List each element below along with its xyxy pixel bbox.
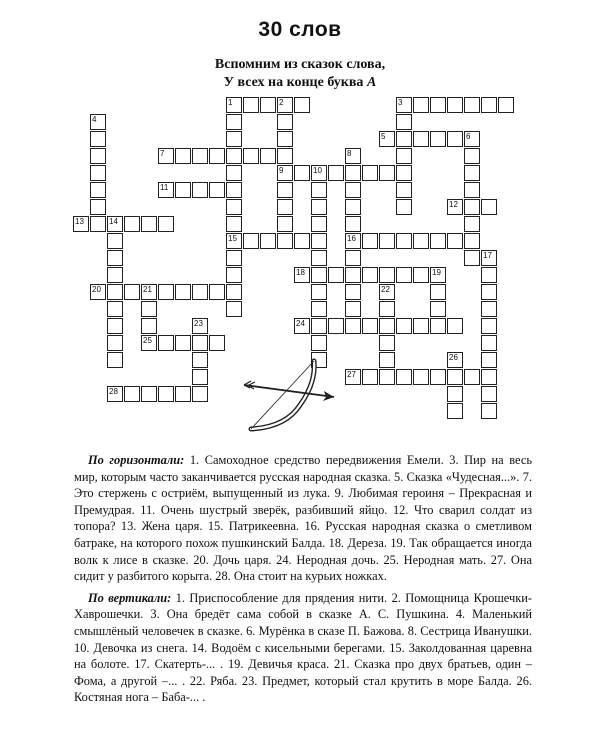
crossword-cell[interactable]	[396, 369, 412, 385]
crossword-cell[interactable]	[226, 284, 242, 300]
crossword-cell[interactable]	[209, 148, 225, 164]
clues-down	[74, 590, 532, 706]
crossword-cell[interactable]	[192, 335, 208, 351]
crossword-cell[interactable]	[158, 216, 174, 232]
crossword-cell[interactable]	[362, 267, 378, 283]
crossword-cell[interactable]	[107, 318, 123, 334]
clues-section	[74, 452, 532, 706]
crossword-cell[interactable]	[481, 301, 497, 317]
crossword-cell[interactable]	[413, 131, 429, 147]
crossword-cell[interactable]	[175, 148, 191, 164]
crossword-cell[interactable]	[90, 148, 106, 164]
clue-number-5: 5	[381, 132, 386, 141]
crossword-cell[interactable]	[430, 233, 446, 249]
subtitle-line-2-letter: А	[366, 75, 377, 90]
crossword-cell[interactable]	[447, 131, 463, 147]
crossword-cell[interactable]	[345, 199, 361, 215]
clue-number-20: 20	[92, 285, 101, 294]
crossword-cell[interactable]	[430, 369, 446, 385]
crossword-cell[interactable]	[430, 318, 446, 334]
crossword-cell[interactable]	[277, 182, 293, 198]
crossword-cell[interactable]	[379, 369, 395, 385]
crossword-cell[interactable]	[107, 335, 123, 351]
crossword-cell[interactable]	[192, 352, 208, 368]
bow-and-arrow-icon	[238, 355, 338, 437]
clue-number-16: 16	[347, 234, 356, 243]
crossword-cell[interactable]	[107, 267, 123, 283]
across-text: 1. Самоходное средство передвижения Емели. 3. Пир на весь мир, которым часто заканчивается русская народная сказка. 5. Сказка «Чудесная...». 7. Это стержень с остриём, выпущенный из лука. 9. Любимая героиня – Прекрасная и Премудрая. 11. Очень шустрый зверёк, разбивший яйцо. 12. Что сварил солдат из топора? 13. Жена царя. 15. Патрикеевна. 16. Русская народная сказка о сметливом батраке, на которого похож пушкинский Балда. 18. Дереза. 19. Так обращается иногда волк к лисе в сказке. 20. Дочь царя. 24. Неродная дочь. 25. Неродная мать. 27. Она сидит у разбитого корыта. 28. Она стоит на курьих ножках.	[74, 453, 532, 584]
crossword-cell[interactable]	[175, 386, 191, 402]
crossword-cell[interactable]	[345, 284, 361, 300]
crossword-cell[interactable]	[464, 97, 480, 113]
crossword-cell[interactable]	[175, 335, 191, 351]
down-heading: По вертикали:	[88, 590, 172, 605]
crossword-cell[interactable]	[311, 199, 327, 215]
clue-number-27: 27	[347, 370, 356, 379]
crossword-cell[interactable]	[141, 216, 157, 232]
crossword-cell[interactable]	[311, 250, 327, 266]
crossword-cell[interactable]	[90, 131, 106, 147]
crossword-cell[interactable]	[141, 318, 157, 334]
crossword-cell[interactable]	[294, 97, 310, 113]
crossword-cell[interactable]	[413, 233, 429, 249]
crossword-cell[interactable]	[328, 318, 344, 334]
crossword-cell[interactable]	[447, 386, 463, 402]
crossword-cell[interactable]	[447, 369, 463, 385]
crossword-cell[interactable]	[226, 131, 242, 147]
crossword-cell[interactable]	[345, 267, 361, 283]
crossword-cell[interactable]	[396, 165, 412, 181]
crossword-cell[interactable]	[481, 352, 497, 368]
crossword-cell[interactable]	[192, 148, 208, 164]
crossword-cell[interactable]	[277, 216, 293, 232]
crossword-cell[interactable]	[481, 199, 497, 215]
clue-number-10: 10	[313, 166, 322, 175]
clue-number-15: 15	[228, 234, 237, 243]
clue-number-2: 2	[279, 98, 284, 107]
crossword-cell[interactable]	[345, 165, 361, 181]
crossword-cell[interactable]	[226, 148, 242, 164]
crossword-cell[interactable]	[481, 97, 497, 113]
page-title: 30 слов	[258, 18, 342, 41]
crossword-cell[interactable]	[447, 318, 463, 334]
clue-number-24: 24	[296, 319, 305, 328]
clue-number-23: 23	[194, 319, 203, 328]
crossword-cell[interactable]	[328, 267, 344, 283]
crossword-cell[interactable]	[158, 335, 174, 351]
crossword-cell[interactable]	[192, 284, 208, 300]
crossword-cell[interactable]	[464, 182, 480, 198]
crossword-cell[interactable]	[396, 318, 412, 334]
crossword-cell[interactable]	[226, 199, 242, 215]
crossword-cell[interactable]	[226, 301, 242, 317]
crossword-cell[interactable]	[226, 182, 242, 198]
crossword-cell[interactable]	[430, 301, 446, 317]
clues-across	[74, 452, 532, 585]
crossword-cell[interactable]	[413, 267, 429, 283]
crossword-cell[interactable]	[226, 165, 242, 181]
clue-number-22: 22	[381, 285, 390, 294]
crossword-cell[interactable]	[464, 199, 480, 215]
crossword-cell[interactable]	[141, 301, 157, 317]
crossword-cell[interactable]	[107, 233, 123, 249]
crossword-cell[interactable]	[345, 216, 361, 232]
crossword-cell[interactable]	[481, 403, 497, 419]
crossword-cell[interactable]	[192, 182, 208, 198]
clue-number-7: 7	[160, 149, 165, 158]
crossword-cell[interactable]	[379, 352, 395, 368]
crossword-cell[interactable]	[396, 233, 412, 249]
clue-number-3: 3	[398, 98, 403, 107]
clue-number-8: 8	[347, 149, 352, 158]
crossword-cell[interactable]	[413, 369, 429, 385]
crossword-cell[interactable]	[260, 148, 276, 164]
crossword-cell[interactable]	[226, 267, 242, 283]
subtitle-line-1: Вспомним из сказок слова,	[214, 57, 386, 72]
crossword-cell[interactable]	[226, 114, 242, 130]
crossword-cell[interactable]	[362, 318, 378, 334]
crossword-cell[interactable]	[243, 233, 259, 249]
crossword-cell[interactable]	[430, 97, 446, 113]
crossword-cell[interactable]	[379, 335, 395, 351]
clue-number-11: 11	[160, 183, 169, 192]
crossword-cell[interactable]	[447, 233, 463, 249]
crossword-cell[interactable]	[243, 148, 259, 164]
crossword-cell[interactable]	[447, 97, 463, 113]
crossword-cell[interactable]	[277, 131, 293, 147]
clue-number-6: 6	[466, 132, 471, 141]
crossword-cell[interactable]	[379, 318, 395, 334]
down-text: 1. Приспособление для прядения нити. 2. Помощница Крошечки-Хаврошечки. 3. Она бредёт сама собой в сказке А. С. Пушкина. 4. Маленький смышлёный человечек в сказке. 6. Мурёнка в сказе П. Бажова. 8. Сестрица Иванушки. 10. Девочка из снега. 14. Водоём с кисельными берегами. 15. Заколдованная царевна на болоте. 17. Скатерть-... . 19. Девичья краса. 21. Сказка про двух братьев, один – Фома, а другой –... . 22. Ряба. 23. Предмет, который стал крутить в море Балда. 26. Костяная нога – Баба-... .	[74, 590, 533, 705]
crossword-cell[interactable]	[90, 216, 106, 232]
crossword-cell[interactable]	[209, 335, 225, 351]
crossword-cell[interactable]	[192, 386, 208, 402]
crossword-cell[interactable]	[311, 216, 327, 232]
crossword-cell[interactable]	[413, 318, 429, 334]
crossword-cell[interactable]	[430, 284, 446, 300]
crossword-cell[interactable]	[481, 284, 497, 300]
crossword-cell[interactable]	[498, 97, 514, 113]
clue-number-18: 18	[296, 268, 305, 277]
crossword-cell[interactable]	[396, 267, 412, 283]
crossword-cell[interactable]	[464, 216, 480, 232]
crossword-cell[interactable]	[209, 182, 225, 198]
crossword-cell[interactable]	[124, 216, 140, 232]
crossword-cell[interactable]	[90, 199, 106, 215]
crossword-cell[interactable]	[107, 284, 123, 300]
crossword-cell[interactable]	[379, 267, 395, 283]
crossword-cell[interactable]	[396, 148, 412, 164]
crossword-cell[interactable]	[277, 199, 293, 215]
crossword-cell[interactable]	[107, 352, 123, 368]
clue-number-1: 1	[228, 98, 233, 107]
crossword-cell[interactable]	[345, 250, 361, 266]
crossword-cell[interactable]	[311, 335, 327, 351]
crossword-cell[interactable]	[158, 386, 174, 402]
crossword-cell[interactable]	[379, 233, 395, 249]
crossword-cell[interactable]	[260, 233, 276, 249]
crossword-cell[interactable]	[124, 386, 140, 402]
crossword-cell[interactable]	[464, 250, 480, 266]
crossword-cell[interactable]	[311, 182, 327, 198]
crossword-cell[interactable]	[277, 233, 293, 249]
clue-number-19: 19	[432, 268, 441, 277]
crossword-cell[interactable]	[294, 233, 310, 249]
crossword-cell[interactable]	[345, 182, 361, 198]
crossword-cell[interactable]	[311, 267, 327, 283]
crossword-cell[interactable]	[107, 301, 123, 317]
crossword-cell[interactable]	[90, 165, 106, 181]
crossword-cell[interactable]	[209, 284, 225, 300]
crossword-cell[interactable]	[311, 284, 327, 300]
crossword-cell[interactable]	[175, 284, 191, 300]
crossword-cell[interactable]	[481, 386, 497, 402]
crossword-cell[interactable]	[345, 318, 361, 334]
clue-number-13: 13	[75, 217, 84, 226]
crossword-cell[interactable]	[413, 97, 429, 113]
clue-number-28: 28	[109, 387, 118, 396]
crossword-cell[interactable]	[311, 301, 327, 317]
crossword-cell[interactable]	[396, 131, 412, 147]
crossword-cell[interactable]	[124, 284, 140, 300]
crossword-cell[interactable]	[141, 386, 157, 402]
clue-number-9: 9	[279, 166, 284, 175]
crossword-cell[interactable]	[464, 233, 480, 249]
crossword-cell[interactable]	[464, 165, 480, 181]
across-heading: По горизонтали:	[88, 453, 185, 467]
crossword-cell[interactable]	[158, 284, 174, 300]
crossword-cell[interactable]	[396, 199, 412, 215]
crossword-cell[interactable]	[362, 369, 378, 385]
crossword-cell[interactable]	[294, 165, 310, 181]
clue-number-4: 4	[92, 115, 97, 124]
crossword-cell[interactable]	[107, 250, 123, 266]
crossword-cell[interactable]	[379, 165, 395, 181]
crossword-cell[interactable]	[328, 165, 344, 181]
crossword-cell[interactable]	[396, 114, 412, 130]
crossword-cell[interactable]	[226, 216, 242, 232]
crossword-cell[interactable]	[192, 369, 208, 385]
crossword-cell[interactable]	[464, 148, 480, 164]
crossword-cell[interactable]	[277, 114, 293, 130]
crossword-cell[interactable]	[277, 148, 293, 164]
crossword-cell[interactable]	[345, 301, 361, 317]
crossword-cell[interactable]	[226, 250, 242, 266]
crossword-cell[interactable]	[362, 165, 378, 181]
crossword-cell[interactable]	[481, 369, 497, 385]
crossword-cell[interactable]	[379, 301, 395, 317]
clue-number-25: 25	[143, 336, 152, 345]
crossword-cell[interactable]	[430, 131, 446, 147]
crossword-cell[interactable]	[311, 233, 327, 249]
crossword-cell[interactable]	[362, 233, 378, 249]
clue-number-14: 14	[109, 217, 118, 226]
clue-number-12: 12	[449, 200, 458, 209]
crossword-cell[interactable]	[175, 182, 191, 198]
clue-number-21: 21	[143, 285, 152, 294]
subtitle-line-2-text: У всех на конце буква	[223, 75, 364, 90]
crossword-cell[interactable]	[396, 182, 412, 198]
crossword-cell[interactable]	[260, 97, 276, 113]
clue-number-26: 26	[449, 353, 458, 362]
crossword-cell[interactable]	[90, 182, 106, 198]
clue-number-17: 17	[483, 251, 492, 260]
crossword-cell[interactable]	[481, 318, 497, 334]
crossword-cell[interactable]	[243, 97, 259, 113]
crossword-cell[interactable]	[464, 369, 480, 385]
crossword-cell[interactable]	[481, 267, 497, 283]
crossword-cell[interactable]	[481, 335, 497, 351]
crossword-cell[interactable]	[311, 318, 327, 334]
crossword-cell[interactable]	[447, 403, 463, 419]
